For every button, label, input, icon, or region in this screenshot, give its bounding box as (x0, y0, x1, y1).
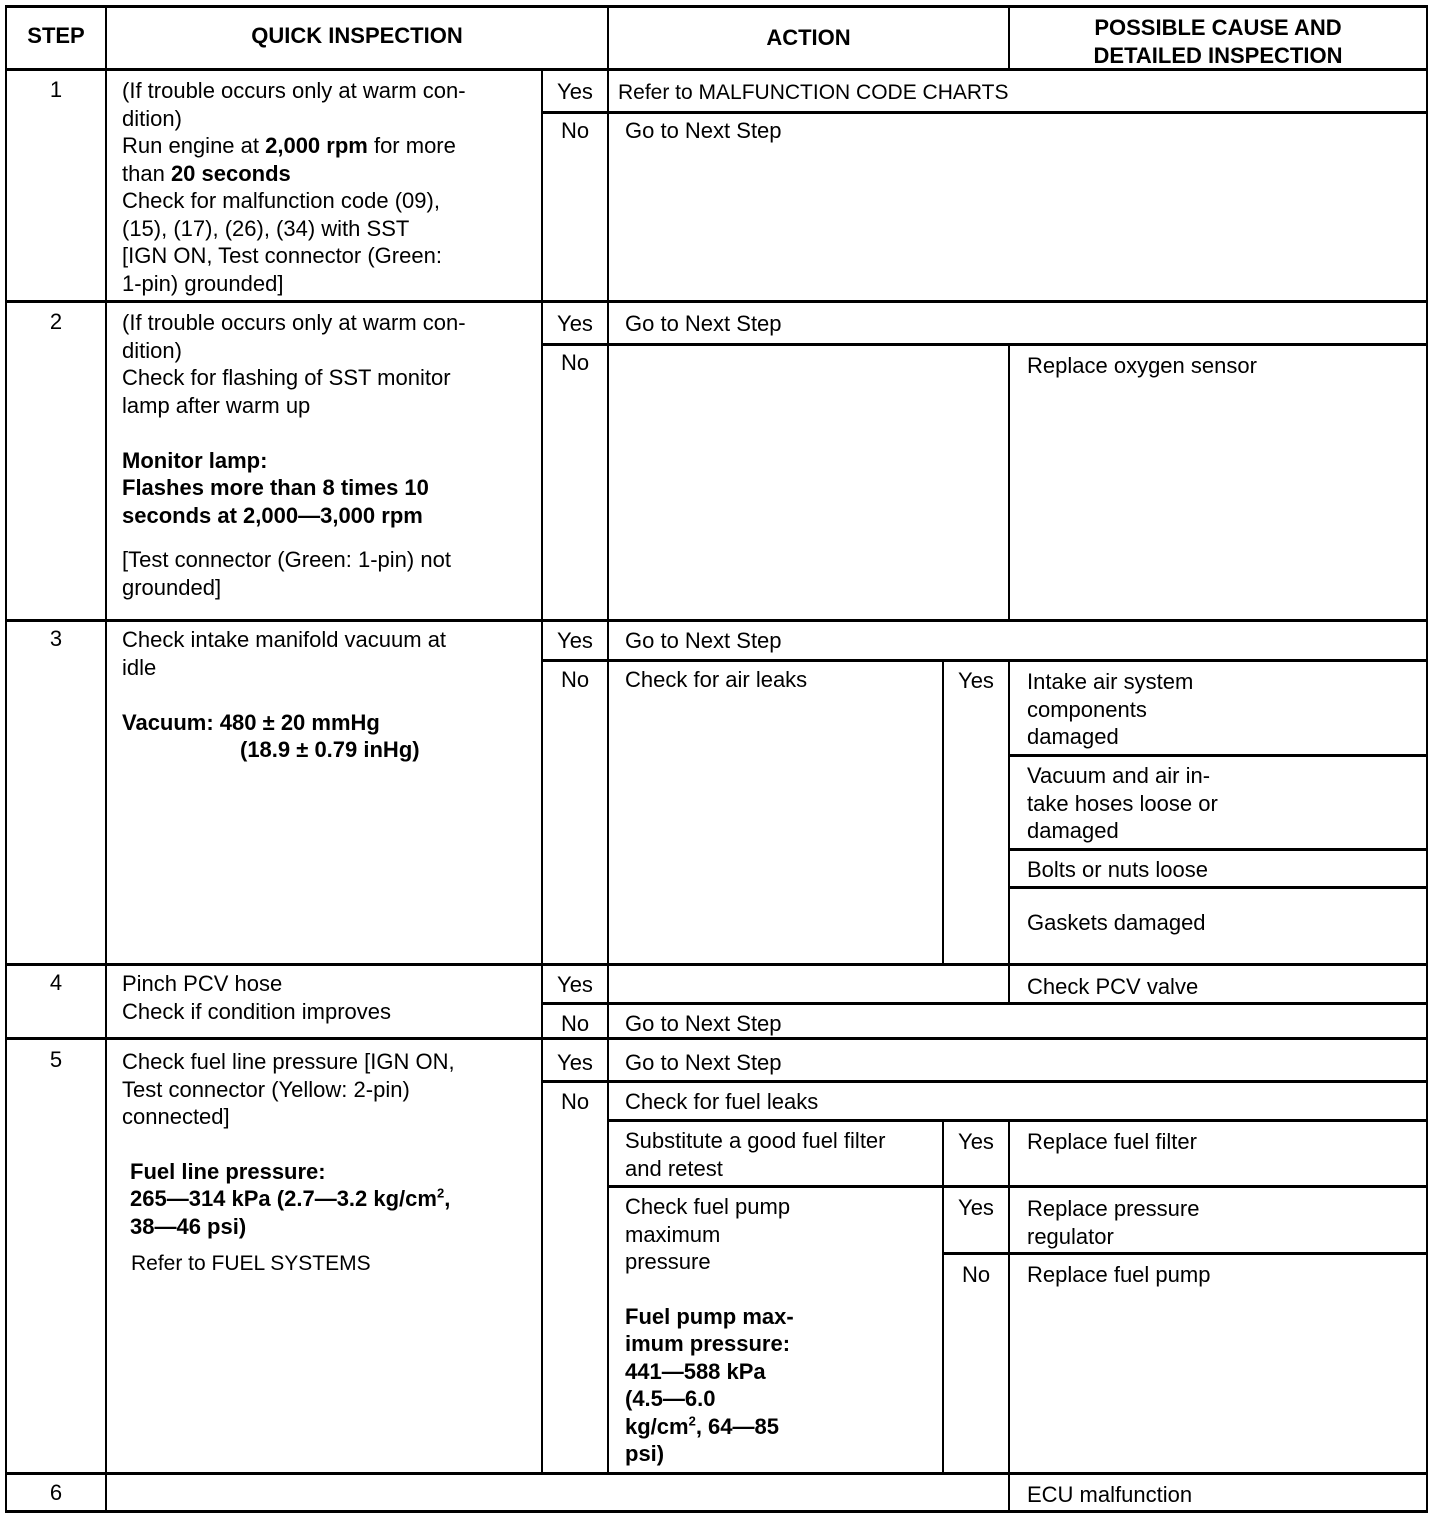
step5-inspection: Check fuel line pressure [IGN ON, Test connector (Yellow: 2-pin) connected] Fuel line pressure: 265—314 kPa (2.7—3.2 $kg/cm^2$, 38—46 psi) Refer to FUEL SYSTEMS (122, 1049, 455, 1275)
step5-filter-divider (607, 1185, 1428, 1188)
col-divider-action-left (607, 5, 609, 1473)
step2-inspection: (If trouble occurs only at warm con- dition) Check for flashing of SST monitor lamp after warm up Monitor lamp: Flashes more than 8 times 10 seconds at 2,000—3,000 rpm [Test connector (Green: 1-pin) not grounded] (122, 310, 466, 600)
yes-label: Yes (958, 1129, 994, 1154)
no-label: No (560, 350, 590, 375)
yes-label: Yes (557, 1050, 593, 1075)
row-divider-2-3 (5, 619, 1428, 622)
step3-cause-divider (1008, 659, 1010, 965)
no-label: No (961, 1262, 991, 1287)
table-border-top (5, 5, 1428, 8)
yes-label: Yes (557, 628, 593, 653)
step3-cause-1: Intake air system components damaged (1027, 669, 1194, 749)
col-divider-yesno-left (541, 68, 543, 1473)
step1-yes-no-divider (541, 111, 1428, 114)
col-divider-step (105, 5, 107, 1513)
step-number: 3 (49, 626, 63, 651)
step3-cause-divider-3 (1008, 886, 1428, 889)
yes-label: Yes (557, 311, 593, 336)
step5-yes-action: Go to Next Step (625, 1050, 782, 1075)
step1-no-action: Go to Next Step (625, 118, 782, 143)
no-label: No (560, 1089, 590, 1114)
row-divider-5-6 (5, 1472, 1428, 1475)
step2-cause-divider (1008, 343, 1010, 621)
step5-yes-no-divider (541, 1080, 1428, 1083)
step-number: 1 (49, 77, 63, 102)
step5-filter-cause: Replace fuel filter (1027, 1129, 1197, 1154)
header-quick-inspection: QUICK INSPECTION (251, 23, 463, 48)
step6-cause-divider (1008, 1472, 1010, 1512)
step4-no-action: Go to Next Step (625, 1011, 782, 1036)
header-cause-line1: POSSIBLE CAUSE AND (1094, 15, 1342, 40)
step3-cause-2: Vacuum and air in- take hoses loose or damaged (1027, 763, 1218, 843)
step5-cause-divider (1008, 1119, 1010, 1473)
step2-no-cause: Replace oxygen sensor (1027, 353, 1257, 378)
table-border-right (1426, 5, 1428, 1513)
step5-pump-yes-no-divider (942, 1252, 1428, 1255)
step3-cause-divider-2 (1008, 848, 1428, 851)
header-step: STEP (27, 23, 85, 48)
step-number: 6 (49, 1480, 63, 1505)
no-label: No (560, 667, 590, 692)
step3-yes-no-divider (541, 659, 1428, 662)
step-number: 5 (49, 1047, 63, 1072)
step5-pump-yes-cause: Replace pressure regulator (1027, 1196, 1200, 1249)
step2-yes-action: Go to Next Step (625, 311, 782, 336)
yes-label: Yes (958, 668, 994, 693)
row-divider-1-2 (5, 300, 1428, 303)
step1-yes-action: Refer to MALFUNCTION CODE CHARTS (618, 81, 1009, 104)
header-possible-cause (1010, 14, 1426, 70)
step5-sub-yes-left (942, 1119, 944, 1473)
step4-yes-no-divider (541, 1002, 1428, 1005)
step-number: 4 (49, 970, 63, 995)
step5-pump-action: Check fuel pump maximum pressure Fuel pump max- imum pressure: 441—588 kPa (4.5—6.0 $kg/cm^2$, 64—85 psi) (625, 1194, 794, 1466)
step4-cause-divider (1008, 963, 1010, 1004)
no-label: No (560, 1011, 590, 1036)
yes-label: Yes (557, 79, 593, 104)
step5-filter-action: Substitute a good fuel filter and retest (625, 1128, 886, 1181)
step-number: 2 (49, 309, 63, 334)
step2-yes-no-divider (541, 343, 1428, 346)
table-border-bottom (5, 1510, 1428, 1513)
step3-cause-divider-1 (1008, 754, 1428, 757)
row-divider-3-4 (5, 963, 1428, 966)
table-border-left (5, 5, 7, 1513)
step3-inspection: Check intake manifold vacuum at idle Vacuum: 480 ± 20 mmHg (18.9 ± 0.79 inHg) (122, 627, 447, 762)
step4-yes-cause: Check PCV valve (1027, 974, 1199, 999)
no-label: No (560, 118, 590, 143)
step5-no-action: Check for fuel leaks (625, 1089, 819, 1114)
header-cause-line2: DETAILED INSPECTION (1093, 43, 1343, 68)
step4-inspection: Pinch PCV hose Check if condition improves (122, 971, 392, 1024)
step5-leaks-divider (607, 1119, 1428, 1122)
step3-yes-action: Go to Next Step (625, 628, 782, 653)
yes-label: Yes (958, 1195, 994, 1220)
yes-label: Yes (557, 972, 593, 997)
step3-sub-yes-left (942, 659, 944, 965)
step5-pump-no-cause: Replace fuel pump (1027, 1262, 1211, 1287)
header-action: ACTION (766, 25, 851, 50)
step3-cause-3: Bolts or nuts loose (1027, 857, 1208, 882)
step1-inspection: (If trouble occurs only at warm con- dition) Run engine at 2,000 rpm for more than 20 seconds Check for malfunction code (09), (15), (17), (26), (34) with SST [IGN ON, Test connector (Green: 1-pin) grounded] (122, 78, 466, 296)
step3-cause-4: Gaskets damaged (1027, 910, 1206, 935)
step6-cause: ECU malfunction (1027, 1482, 1193, 1507)
step3-no-action: Check for air leaks (625, 667, 808, 692)
